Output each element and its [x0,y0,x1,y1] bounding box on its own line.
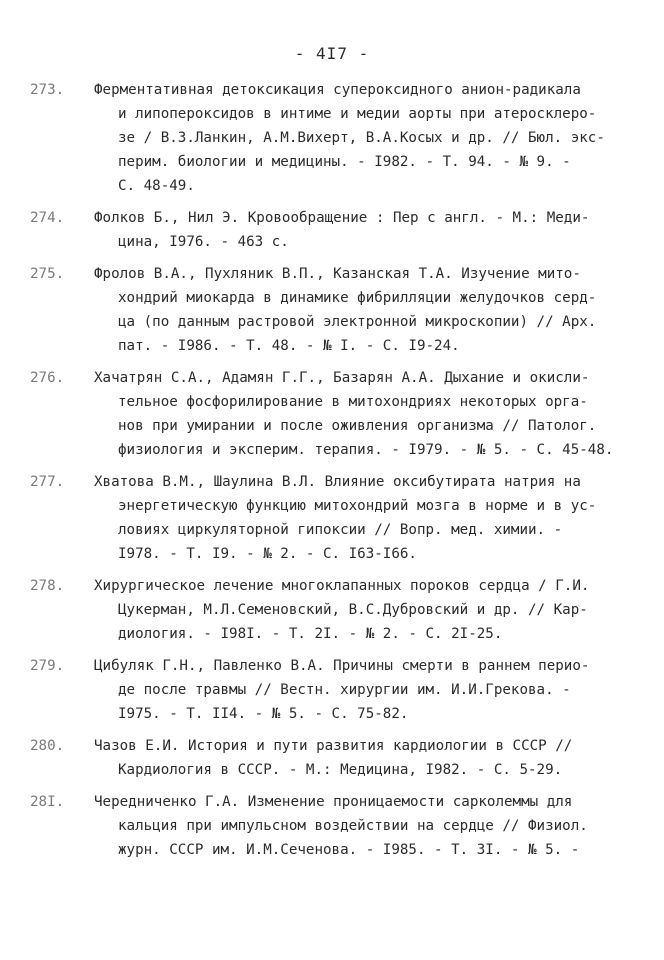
entry-line: энергетическую функцию митохондрий мозга в норме и в ус- [118,498,597,514]
entry-line: Кардиология в СССР. - М.: Медицина, I982. - С. 5-29. [118,762,563,778]
entry-line: Хирургическое лечение многоклапанных пороков сердца / Г.И. [94,578,590,594]
reference-entry [30,262,640,358]
reference-entry [30,734,640,782]
entry-line: Чередниченко Г.А. Изменение проницаемости сарколеммы для [94,794,573,810]
entry-line: I978. - Т. I9. - № 2. - С. I63-I66. [118,546,417,562]
entry-number: 278. [30,578,65,594]
entry-number: 276. [30,370,65,386]
entry-line: перим. биологии и медицины. - I982. - Т. 94. - № 9. - [118,154,571,170]
entry-line: Фолков Б., Нил Э. Кровообращение : Пер с англ. - М.: Меди- [94,210,590,226]
entry-number: 279. [30,658,65,674]
entry-line: пат. - I986. - Т. 48. - № I. - С. I9-24. [118,338,460,354]
page-number: - 4I7 - [294,44,370,63]
reference-entry [30,574,640,646]
reference-entry [30,790,640,862]
entry-line: зе / В.З.Ланкин, А.М.Вихерт, В.А.Косых и др. // Бюл. экс- [118,130,605,146]
entry-number: 273. [30,82,65,98]
reference-entry [30,78,640,198]
entry-line: де после травмы // Вестн. хирургии им. И.И.Грекова. - [118,682,571,698]
entry-number: 280. [30,738,65,754]
entry-line: Хачатрян С.А., Адамян Г.Г., Базарян А.А. Дыхание и окисли- [94,370,590,386]
entry-line: нов при умирании и после оживления организма // Патолог. [118,418,597,434]
entry-line: ловиях циркуляторной гипоксии // Вопр. мед. химии. - [118,522,563,538]
reference-entry [30,470,640,566]
entry-line: ца (по данным растровой электронной микроскопии) // Арх. [118,314,597,330]
entry-number: 277. [30,474,65,490]
entry-line: С. 48-49. [118,178,195,194]
entry-line: Хватова В.М., Шаулина В.Л. Влияние оксибутирата натрия на [94,474,581,490]
entry-line: Ферментативная детоксикация супероксидного анион-радикала [94,82,581,98]
entry-number: 274. [30,210,65,226]
entry-line: журн. СССР им. И.М.Сеченова. - I985. - Т. 3I. - № 5. - [118,842,580,858]
entry-line: Фролов В.А., Пухляник В.П., Казанская Т.А. Изучение мито- [94,266,581,282]
entry-line: и липопероксидов в интиме и медии аорты при атеросклеро- [118,106,597,122]
entry-line: хондрий миокарда в динамике фибрилляции желудочков серд- [118,290,597,306]
entry-line: кальция при импульсном воздействии на сердце // Физиол. [118,818,588,834]
entry-line: диология. - I98I. - Т. 2I. - № 2. - С. 2I-25. [118,626,503,642]
reference-list [30,78,640,870]
entry-line: цина, I976. - 463 с. [118,234,289,250]
entry-line: физиология и эксперим. терапия. - I979. - № 5. - С. 45-48. [118,442,614,458]
entry-line: Цибуляк Г.Н., Павленко В.А. Причины смерти в раннем перио- [94,658,590,674]
entry-line: I975. - Т. II4. - № 5. - С. 75-82. [118,706,409,722]
entry-number: 275. [30,266,65,282]
entry-line: тельное фосфорилирование в митохондриях некоторых орга- [118,394,588,410]
reference-entry [30,206,640,254]
reference-entry [30,366,640,462]
entry-line: Чазов Е.И. История и пути развития кардиологии в СССР // [94,738,573,754]
entry-line: Цукерман, М.Л.Семеновский, В.С.Дубровский и др. // Кар- [118,602,588,618]
reference-entry [30,654,640,726]
entry-number: 28I. [30,794,65,810]
